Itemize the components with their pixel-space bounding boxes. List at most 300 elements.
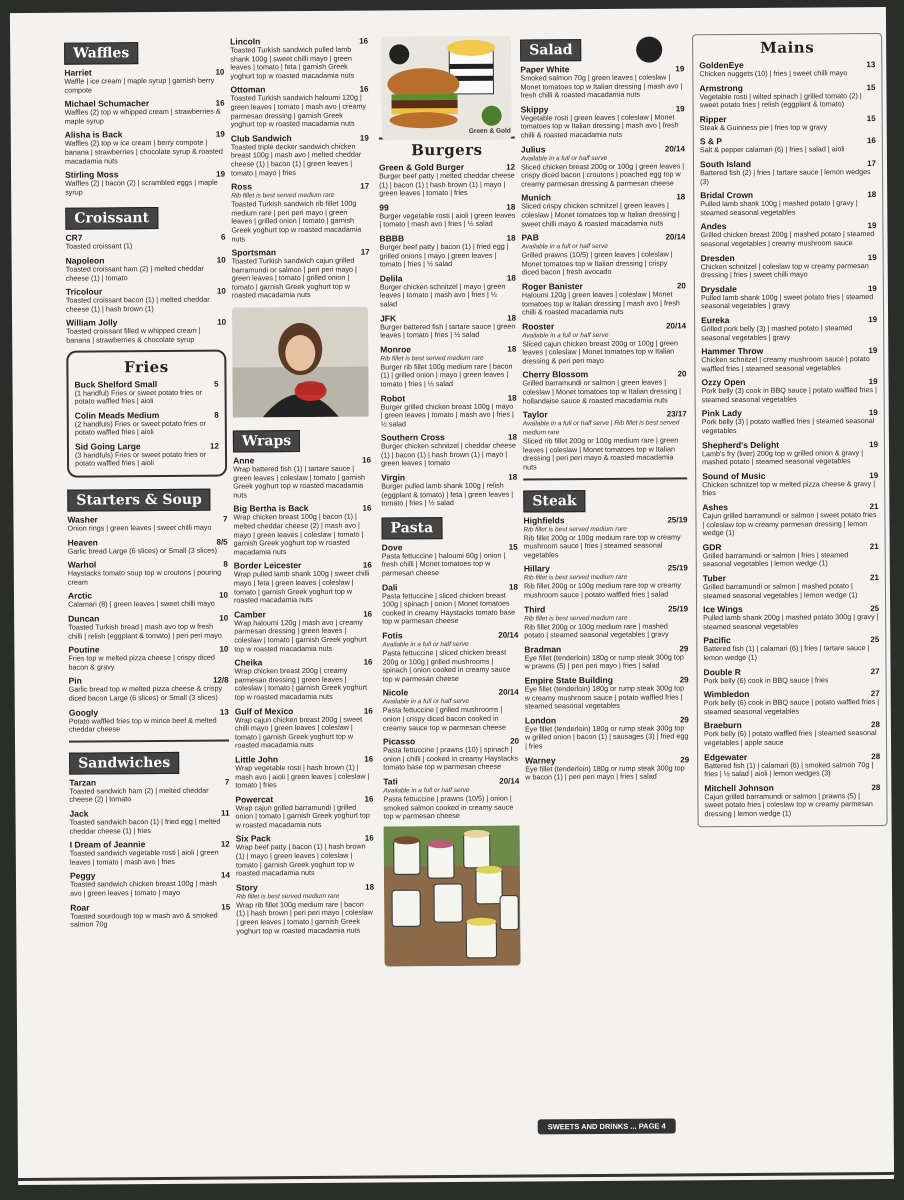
menu-item xyxy=(69,777,229,804)
menu-item-price: 19 xyxy=(867,221,877,231)
menu-item-description: Waffles (2) | bacon (2) | scrambled eggs | maple syrup xyxy=(65,177,218,197)
menu-item-note: Available in a full or half serve xyxy=(383,786,470,795)
menu-item-price: 16 xyxy=(364,794,374,804)
pasta-heading: Pasta xyxy=(381,517,442,539)
menu-item-name: Warhol xyxy=(67,559,97,570)
menu-item-description: Pulled lamb shank 100g | sweet potato fries | steamed seasonal vegetables | gravy xyxy=(700,291,874,311)
menu-item-description: (1 handful) Fries or sweet potato fries or potato waffled fries | aioli xyxy=(74,387,203,406)
menu-item-price: 19 xyxy=(675,64,685,74)
menu-item-price: 16 xyxy=(362,455,372,465)
menu-item-note: Available in a full or half serve xyxy=(521,243,608,251)
menu-item xyxy=(524,564,688,600)
menu-item-price: 18 xyxy=(507,393,517,403)
menu-item-description: Sliced crispy chicken schnitzel | green leaves | coleslaw | Monet tomatoes top w Italian dressing | sweet chilli mayo & roasted macadamia nuts xyxy=(521,200,680,229)
menu-item xyxy=(703,542,879,569)
menu-item-name: Shepherd's Delight xyxy=(701,439,780,450)
menu-item-price: 15 xyxy=(221,902,231,912)
mains-heading: Mains xyxy=(760,38,815,57)
menu-item-name: Camber xyxy=(234,609,266,620)
burger-caption: Green & Gold xyxy=(468,127,511,135)
menu-item-name: Tarzan xyxy=(69,777,97,788)
menu-item-description: Calamari (8) | green leaves | sweet chilli mayo xyxy=(68,599,215,610)
menu-item xyxy=(700,136,876,155)
menu-item-description: Cajun grilled barramundi or salmon | prawns (5) | sweet potato fries | coleslaw top w creamy parmesan dressing | lemon wedge (1) xyxy=(704,790,873,819)
wraps-heading: Wraps xyxy=(233,430,300,452)
menu-item-price: 6 xyxy=(221,232,226,242)
menu-item-name: Warney xyxy=(525,754,556,766)
menu-item xyxy=(231,133,369,177)
menu-item-price: 7 xyxy=(222,514,228,524)
menu-item-price: 23/17 xyxy=(666,409,687,419)
sandwiches-list xyxy=(69,777,230,929)
menu-item-price: 18 xyxy=(506,233,516,243)
menu-item-name: Pink Lady xyxy=(701,408,742,419)
menu-item-price: 10 xyxy=(219,644,229,654)
menu-item-price: 20/14 xyxy=(498,687,519,698)
menu-item-price: 16 xyxy=(364,834,374,844)
menu-item-description: Eye fillet (tenderloin) 180g or rump steak 300g top w grilled onion | bacon (1) | sausages (3) | fried egg | fries xyxy=(524,723,689,751)
menu-item-description: Haloumi 120g | green leaves | coleslaw | Monet tomatoes top w Italian dressing | mash avo | fresh chilli & roasted macadamia nuts xyxy=(521,289,680,317)
menu-item-name: Heaven xyxy=(67,537,98,548)
menu-item-description: Wrap battered fish (1) | tartare sauce | green leaves | coleslaw | tomato | garnish Greek yoghurt top w roasted macadamia nuts xyxy=(233,463,366,500)
bottom-border xyxy=(18,1172,894,1181)
menu-item xyxy=(702,440,878,467)
menu-item xyxy=(381,473,517,509)
menu-item xyxy=(235,754,373,790)
menu-item-name: Ashes xyxy=(702,502,728,513)
menu-item-name: Monroe xyxy=(380,343,412,355)
menu-item-description: Eye fillet (tenderloin) 180g or rump steak 300g top w creamy mushroom sauce | potato waffled fries | steamed seasonal vegetables xyxy=(524,683,685,711)
menu-item-description: Wrap cajun chicken breast 200g | sweet chilli mayo | green leaves | coleslaw | tomato | garnish Greek yoghurt top w roasted macadamia nuts xyxy=(234,714,363,750)
menu-item-description: Wrap cajun grilled barramundi | grilled onion | tomato | garnish Greek yoghurt top w roasted macadamia nuts xyxy=(235,802,370,830)
menu-item-description: Battered fish (1) | calamari (6) | smoked salmon 70g | fries | ½ salad | aioli | lemon wedges (3) xyxy=(704,759,874,779)
menu-item-price: 25/19 xyxy=(667,563,688,573)
menu-item-name: Poutine xyxy=(68,644,100,655)
menu-item-name: Robot xyxy=(380,392,406,403)
menu-item-note: Rib fillet is best served medium rare xyxy=(231,191,335,200)
menu-item-name: Eureka xyxy=(701,314,730,326)
menu-item-name: Sound of Music xyxy=(702,470,766,482)
menu-item xyxy=(236,882,374,935)
menu-item xyxy=(702,408,878,435)
menu-item-price: 10 xyxy=(219,613,229,623)
menu-item-description: Wrap vegetable rosti | hash brown (1) | mash avo | aioli | green leaves | coleslaw | tomato | fries xyxy=(235,762,370,790)
menu-item-name: Roar xyxy=(70,902,90,913)
menu-item-price: 28 xyxy=(870,720,880,730)
menu-item-name: Anne xyxy=(233,455,255,466)
menu-item xyxy=(232,248,370,301)
menu-item xyxy=(74,379,218,406)
menu-item xyxy=(522,281,686,317)
menu-item xyxy=(66,287,226,314)
menu-item-description: Waffles (2) top w ice cream | berry compote | banana | strawberries | chocolate syrup & roasted macadamia nuts xyxy=(64,138,223,166)
menu-item-price: 17 xyxy=(360,247,370,257)
menu-item xyxy=(68,537,228,556)
menu-item xyxy=(380,344,516,389)
menu-item-price: 15 xyxy=(866,82,876,92)
menu-item xyxy=(382,631,518,684)
menu-item-name: Ripper xyxy=(699,113,727,125)
menu-item-name: Border Leicester xyxy=(233,560,302,571)
drinks-photo xyxy=(384,825,521,966)
menu-item-name: Michael Schumacher xyxy=(64,98,150,109)
menu-item-price: 25/19 xyxy=(667,514,688,525)
menu-item xyxy=(380,313,516,340)
menu-item-description: Garlic bread top w melted pizza cheese & crispy diced bacon Large (6 slices) or Small (3 slices) xyxy=(68,684,223,703)
menu-item-name: Green & Gold Burger xyxy=(378,161,465,173)
menu-item-description: Eye fillet (tenderloin) 180g or rump steak 300g top w prawns (5) | peri peri mayo | fries | salad xyxy=(524,652,684,671)
menu-item xyxy=(230,85,368,129)
menu-item-price: 29 xyxy=(679,675,689,685)
menu-item-description: Cajun grilled barramundi or salmon | sweet potato fries | coleslaw top w creamy parmesan dressing | lemon wedge (1) xyxy=(702,510,877,538)
menu-item-description: Chicken nuggets (10) | fries | sweet chilli mayo xyxy=(699,68,848,79)
menu-item-price: 13 xyxy=(866,60,876,70)
menu-item xyxy=(65,170,225,197)
menu-item xyxy=(65,233,225,252)
menu-item xyxy=(234,561,372,605)
menu-item-price: 25 xyxy=(870,604,880,614)
menu-item-price: 17 xyxy=(360,181,370,191)
menu-item-name: Taylor xyxy=(522,409,548,420)
menu-item-description: Toasted Turkish bread | mash avo top w fresh chilli | relish (eggplant & tomato) | peri peri mayo xyxy=(68,621,222,641)
menu-item-description: Battered fish (2) | fries | tartare sauce | lemon wedges (3) xyxy=(700,167,871,186)
menu-item-description: (2 handfuls) Fries or sweet potato fries or potato waffled fries | aioli xyxy=(74,418,206,437)
menu-item-description: Lamb's fry (liver) 200g top w grilled onion & gravy | mashed potato | steamed seasonal vegetables xyxy=(701,447,864,467)
menu-item xyxy=(702,502,878,538)
menu-item xyxy=(525,715,689,751)
menu-item-description: Pork belly (6) cook in BBQ sauce | potato waffled fries | steamed seasonal vegetables xyxy=(703,697,880,716)
menu-item-note: Rib fillet is best served medium rare xyxy=(236,892,340,901)
menu-item-name: CR7 xyxy=(65,232,83,244)
mains-list xyxy=(699,60,880,819)
menu-item xyxy=(523,410,687,473)
menu-item xyxy=(524,644,688,671)
menu-item-description: Steak & Guinness pie | fries top w gravy xyxy=(699,122,828,133)
menu-item-description: Burger beef patty | melted cheddar cheese (1) | bacon (1) | hash brown (1) | mayo | green leaves | tomato | fries xyxy=(379,170,515,198)
menu-item-name: Buck Shelford Small xyxy=(74,378,158,390)
menu-item-name: Club Sandwich xyxy=(230,132,292,144)
menu-item-price: 29 xyxy=(680,754,690,764)
menu-item-description: Fries top w melted pizza cheese | crispy diced bacon & gravy xyxy=(68,652,215,672)
menu-item xyxy=(68,591,228,610)
menu-item xyxy=(383,737,519,773)
menu-item-price: 19 xyxy=(868,377,878,387)
menu-item-price: 17 xyxy=(867,158,877,169)
menu-item-price: 19 xyxy=(216,169,226,179)
menu-item-description: Rib fillet 200g or 100g medium rare top w creamy mushroom sauce | potato waffled fries | salad xyxy=(523,580,681,600)
menu-item-description: Toasted croissant filled w whipped cream | banana | strawberries & chocolate syrup xyxy=(66,326,201,345)
menu-item xyxy=(699,60,875,79)
menu-item-description: Potato waffled fries top w mince beef & melted cheddar cheese xyxy=(68,715,217,734)
menu-item-price: 19 xyxy=(215,129,225,140)
menu-item-price: 20 xyxy=(677,369,687,379)
menu-item xyxy=(701,315,877,342)
menu-item-price: 18 xyxy=(507,344,517,354)
menu-item-name: Jack xyxy=(69,808,89,819)
menu-item-name: Dali xyxy=(381,582,398,593)
menu-item-description: Burger pulled lamb shank 100g | relish (eggplant & tomato) | feta | green leaves | tomato | fries | ½ salad xyxy=(381,480,514,508)
menu-item-description: Grilled barramundi or salmon | mashed potato | steamed seasonal vegetables | lemon wedge (1) xyxy=(702,581,858,600)
menu-item-description: Pasta fettuccine | sliced chicken breast 100g | spinach | onion | Monet tomatoes cooked in creamy Haystacks tomato base top w parmesan cheese xyxy=(381,590,516,626)
menu-item-price: 20 xyxy=(676,281,686,291)
menu-item-price: 10 xyxy=(216,286,226,296)
menu-item xyxy=(704,752,880,779)
sweets-drinks-link[interactable]: SWEETS AND DRINKS ... PAGE 4 xyxy=(538,1118,676,1134)
menu-item-price: 16 xyxy=(363,706,373,716)
menu-item-name: Munich xyxy=(521,192,552,203)
menu-item-description: Wrap pulled lamb shank 100g | sweet chilli mayo | feta | green leaves | coleslaw | tomato | garnish Greek yoghurt top w roasted macadamia nuts xyxy=(233,568,370,605)
menu-item xyxy=(522,321,686,366)
menu-item-name: Powercat xyxy=(235,793,274,805)
menu-item xyxy=(69,809,229,836)
menu-item-name: PAB xyxy=(521,232,539,243)
menu-item-price: 27 xyxy=(870,689,880,699)
menu-item xyxy=(700,190,876,217)
menu-item-name: Peggy xyxy=(69,870,96,882)
menu-item xyxy=(520,64,684,100)
menu-item-name: Tricolour xyxy=(65,286,103,297)
menu-item-name: Paper White xyxy=(520,64,570,75)
menu-item-description: Sliced cajun chicken breast 200g or 100g | green leaves | coleslaw | Monet tomatoes top w Italian dressing & peri peri mayo xyxy=(522,338,678,366)
menu-item-description: Vegetable rosti | green leaves | coleslaw | Monet tomatoes top w Italian dressing | mash avo | fresh chilli & roasted macadamia nuts xyxy=(520,112,679,140)
menu-item xyxy=(68,614,228,641)
menu-item-name: Braeburn xyxy=(703,720,742,731)
menu-item-description: Burger vegetable rosti | aioli | green leaves | tomato | mash avo | fries | ½ salad xyxy=(379,210,516,229)
menu-item-name: Dresden xyxy=(700,252,735,263)
menu-item-description: Pasta fettuccine | sliced chicken breast 200g or 100g | grilled mushrooms | spinach | onion cooked in creamy sauce top w parmesan cheese xyxy=(382,647,511,684)
menu-item-name: Roger Banister xyxy=(521,280,583,292)
starters-heading: Starters & Soup xyxy=(67,489,211,512)
menu-item-description: Chicken schnitzel | coleslaw top w creamy parmesan dressing | fries | sweet chilli mayo xyxy=(700,260,869,280)
menu-item xyxy=(379,202,515,229)
menu-item-price: 20 xyxy=(510,736,520,746)
menu-item-name: Tati xyxy=(383,776,398,787)
croissant-heading: Croissant xyxy=(65,207,158,230)
menu-item-name: Dove xyxy=(381,542,403,553)
menu-item-note: Rib fillet is best served medium rare xyxy=(380,354,484,363)
menu-item xyxy=(379,234,515,270)
menu-item-price: 10 xyxy=(219,591,229,601)
menu-item-name: Pin xyxy=(68,675,82,687)
burgers-list xyxy=(379,163,517,509)
menu-item-description: Toasted sourdough top w mash avo & smoked salmon 70g xyxy=(70,910,218,929)
menu-item xyxy=(64,68,224,95)
menu-item xyxy=(703,573,879,600)
menu-item-note: Rib fillet is best served medium rare xyxy=(523,525,627,534)
toasted-sandwich-list xyxy=(230,37,370,301)
menu-item-price: 20/14 xyxy=(666,321,687,331)
menu-item-name: Googly xyxy=(68,707,99,718)
menu-item xyxy=(521,104,685,140)
menu-item-description: Waffles (2) top w whipped cream | strawberries & maple syrup xyxy=(64,106,221,126)
menu-item-name: Tuber xyxy=(702,573,726,584)
menu-item-name: Mitchell Johnson xyxy=(704,782,774,793)
salad-list xyxy=(520,64,687,472)
menu-item-description: Rib fillet 200g or 100g medium rare top w creamy mushroom sauce | fries | steamed seasonal vegetables xyxy=(523,532,681,560)
menu-item-price: 28 xyxy=(871,751,881,761)
menu-item-header xyxy=(383,688,519,698)
menu-item-name: GDR xyxy=(702,541,722,553)
menu-item-description: Waffle | ice cream | maple syrup | garnish berry compote xyxy=(64,75,215,95)
menu-item xyxy=(382,582,518,626)
mains-box xyxy=(692,33,888,827)
menu-item xyxy=(699,83,875,110)
divider xyxy=(523,477,687,480)
menu-item-description: Toasted Turkish sandwich cajun grilled barramundi or salmon | peri peri mayo | green leaves | tomato | grilled onion | tomato | garnish Greek yoghurt top w roasted macadamia nuts xyxy=(231,255,357,300)
menu-item-price: 14 xyxy=(221,870,230,880)
menu-item-price: 19 xyxy=(867,252,877,262)
menu-item xyxy=(700,114,876,133)
menu-item-price: 16 xyxy=(215,98,225,108)
menu-item-description: Rib fillet 200g or 100g medium rare | mashed potato | steamed seasonal vegetables | gravy xyxy=(524,621,669,640)
menu-item-price: 19 xyxy=(868,408,878,418)
menu-item-note: Available in a full or half serve xyxy=(382,640,469,649)
menu-item xyxy=(65,130,225,166)
menu-item-name: Cheika xyxy=(234,657,263,668)
menu-item-header xyxy=(383,776,519,786)
menu-item-name: JFK xyxy=(380,312,397,324)
menu-item-description: Pasta fettuccine | prawns (10/5) | onion | smoked salmon cooked in creamy sauce top w parmesan cheese xyxy=(383,793,514,821)
menu-item xyxy=(236,834,374,878)
menu-item xyxy=(700,221,876,248)
menu-item-price: 16 xyxy=(362,503,372,514)
menu-item-name: Fotis xyxy=(382,630,403,641)
menu-item-price: 7 xyxy=(224,777,230,787)
menu-item-description: Pasta fettuccine | haloumi 60g | onion | fresh chilli | Monet tomatoes top w parmesan cheese xyxy=(381,550,506,578)
menu-item-description: Pork belly (3) | potato waffled fries | steamed seasonal vegetables xyxy=(701,416,875,436)
menu-item-name: 99 xyxy=(379,202,389,213)
menu-item-price: 10 xyxy=(215,67,225,77)
menu-item xyxy=(381,433,517,469)
menu-item-price: 16 xyxy=(359,36,369,46)
burgers-heading: Burgers xyxy=(379,137,515,160)
menu-item-name: Sid Going Large xyxy=(74,441,141,452)
menu-item xyxy=(379,163,515,199)
menu-item xyxy=(521,144,685,189)
menu-item-name: Highfields xyxy=(523,514,565,526)
menu-item-description: Eye fillet (tenderloin) 180g or rump steak 300g top w bacon (1) | peri peri mayo | fries | salad xyxy=(525,762,685,782)
menu-item-name: Delila xyxy=(379,273,403,284)
menu-item-note: Available in a full or half serve | Rib fillet is best served medium rare xyxy=(522,419,680,437)
menu-item-description: Wrap haloumi 120g | mash avo | creamy parmesan dressing | green leaves | coleslaw | tomato | garnish Greek yoghurt top w roasted macadamia nuts xyxy=(234,617,367,654)
menu-item xyxy=(383,776,519,821)
menu-item-name: Hillary xyxy=(523,563,550,574)
menu-item xyxy=(230,37,368,81)
menu-item-description: Garlic bread Large (6 slices) or Small (3 slices) xyxy=(67,545,218,556)
menu-item-description: Pork belly (6) cook in BBQ sauce | fries xyxy=(703,674,829,685)
menu-item-description: Toasted sandwich chicken breast 100g | mash avo | green leaves | tomato | mayo xyxy=(69,878,217,898)
menu-item-price: 13 xyxy=(219,707,229,717)
menu-item xyxy=(75,441,219,468)
menu-item-name: Southern Cross xyxy=(380,432,445,443)
menu-item-description: Toasted triple decker sandwich chicken breast 100g | mash avo | melted cheddar cheese (1) | bacon (1) | green leaves | tomato | mayo | fries xyxy=(230,141,362,178)
menu-item-note: Available in a full or half serve xyxy=(520,154,608,163)
menu-item-description: Wrap rib fillet 100g medium rare | bacon (1) | hash brown | peri peri mayo | coleslaw | green leaves | tomato | garnish Greek yoghurt top w roasted macadamia nuts xyxy=(236,899,373,936)
menu-item xyxy=(703,604,879,631)
menu-item-name: Wimbledon xyxy=(703,689,750,700)
menu-item-name: Duncan xyxy=(68,613,100,624)
menu-item-name: William Jolly xyxy=(66,317,118,328)
menu-item-price: 12 xyxy=(210,441,219,451)
steak-heading: Steak xyxy=(523,490,585,512)
menu-item xyxy=(65,99,225,126)
menu-item-name: Harriet xyxy=(64,67,92,78)
menu-item xyxy=(704,689,880,716)
menu-item xyxy=(233,456,371,500)
menu-item-name: London xyxy=(524,715,557,726)
menu-item-name: Story xyxy=(235,882,258,893)
menu-item xyxy=(704,667,880,686)
menu-item-price: 19 xyxy=(868,346,878,356)
menu-item xyxy=(235,794,373,830)
menu-item-name: Arctic xyxy=(67,590,93,602)
menu-item xyxy=(704,720,880,747)
menu-item xyxy=(381,393,517,429)
menu-item-price: 8 xyxy=(223,559,228,569)
menu-item-description: Burger beef patty | bacon (1) | fried egg | grilled onions | mayo | green leaves | tomato | fries | ½ salad xyxy=(379,241,509,269)
menu-item xyxy=(68,645,228,672)
menu-item xyxy=(233,504,371,557)
menu-item xyxy=(525,675,689,711)
menu-item-name: Cherry Blossom xyxy=(522,369,589,380)
menu-item-price: 19 xyxy=(869,439,878,449)
menu-item-name: Julius xyxy=(520,143,546,155)
menu-item-price: 19 xyxy=(868,314,878,324)
menu-item-description: Toasted croissant ham (2) | melted cheddar cheese (1) | tomato xyxy=(65,263,204,283)
salad-heading: Salad xyxy=(520,39,582,61)
menu-item-price: 25 xyxy=(870,635,880,645)
menu-item xyxy=(524,604,688,640)
menu-item xyxy=(69,676,229,703)
menu-item-name: Pacific xyxy=(703,635,731,646)
menu-item-price: 18 xyxy=(365,882,375,892)
menu-item-name: Andes xyxy=(700,221,727,232)
menu-item-name: Colin Meads Medium xyxy=(74,409,160,421)
column-2 xyxy=(230,37,374,941)
menu-item-name: Skippy xyxy=(520,104,549,115)
woman-with-cup-photo xyxy=(232,307,369,418)
starters-list xyxy=(67,515,229,735)
menu-item-description: Grilled pork belly (3) | mashed potato | steamed seasonal vegetables | gravy xyxy=(701,323,853,342)
menu-item-name: Bradman xyxy=(524,644,562,655)
menu-item-price: 18 xyxy=(506,202,516,212)
menu-item-description: Toasted sandwich bacon (1) | fried egg | melted cheddar cheese (1) | fries xyxy=(69,816,221,836)
menu-item-price: 19 xyxy=(359,133,369,143)
menu-item-name: Armstrong xyxy=(699,82,743,93)
menu-item-description: Burger battered fish | tartare sauce | green leaves | tomato | fries | ½ salad xyxy=(380,321,516,340)
menu-item xyxy=(521,193,685,229)
menu-item-description: Sliced rib fillet 200g or 100g medium rare | green leaves | coleslaw | Monet tomatoes top w Italian dressing | peri peri mayo & roasted macadamia nuts xyxy=(522,435,679,472)
menu-item-description: Salt & pepper calamari (6) | fries | salad | aioli xyxy=(699,144,845,155)
menu-item-name: Washer xyxy=(67,514,98,525)
menu-item-name: Ozzy Open xyxy=(701,377,746,388)
menu-item xyxy=(70,902,230,929)
menu-item-name: Hammer Throw xyxy=(701,345,764,357)
menu-item xyxy=(700,159,876,186)
menu-item-price: 19 xyxy=(867,283,877,293)
menu-item-price: 8 xyxy=(214,410,219,420)
menu-item-name: Bridal Crown xyxy=(700,190,754,201)
menu-item-header xyxy=(382,631,518,641)
menu-item-description: Pasta fettuccine | grilled mushrooms | onion | crispy diced bacon cooked in creamy sauce top w parmesan cheese xyxy=(382,705,507,733)
menu-item-description: Grilled barramundi or salmon | fries | steamed seasonal vegetables | lemon wedge (1) xyxy=(702,550,849,569)
menu-item-description: Toasted Turkish sandwich pulled lamb shank 100g | sweet chilli mayo | green leaves | tomato | feta | garnish Greek yoghurt top w roasted macadamia nuts xyxy=(230,44,355,81)
menu-item xyxy=(523,515,687,560)
menu-item-price: 28 xyxy=(871,782,881,792)
menu-item-name: Gulf of Mexico xyxy=(234,705,294,717)
menu-item-price: 16 xyxy=(362,560,372,571)
menu-item-description: Grilled prawns (10/5) | green leaves | coleslaw | Monet tomatoes top w Italian dressing | crispy diced bacon | fresh avocado xyxy=(521,249,673,277)
